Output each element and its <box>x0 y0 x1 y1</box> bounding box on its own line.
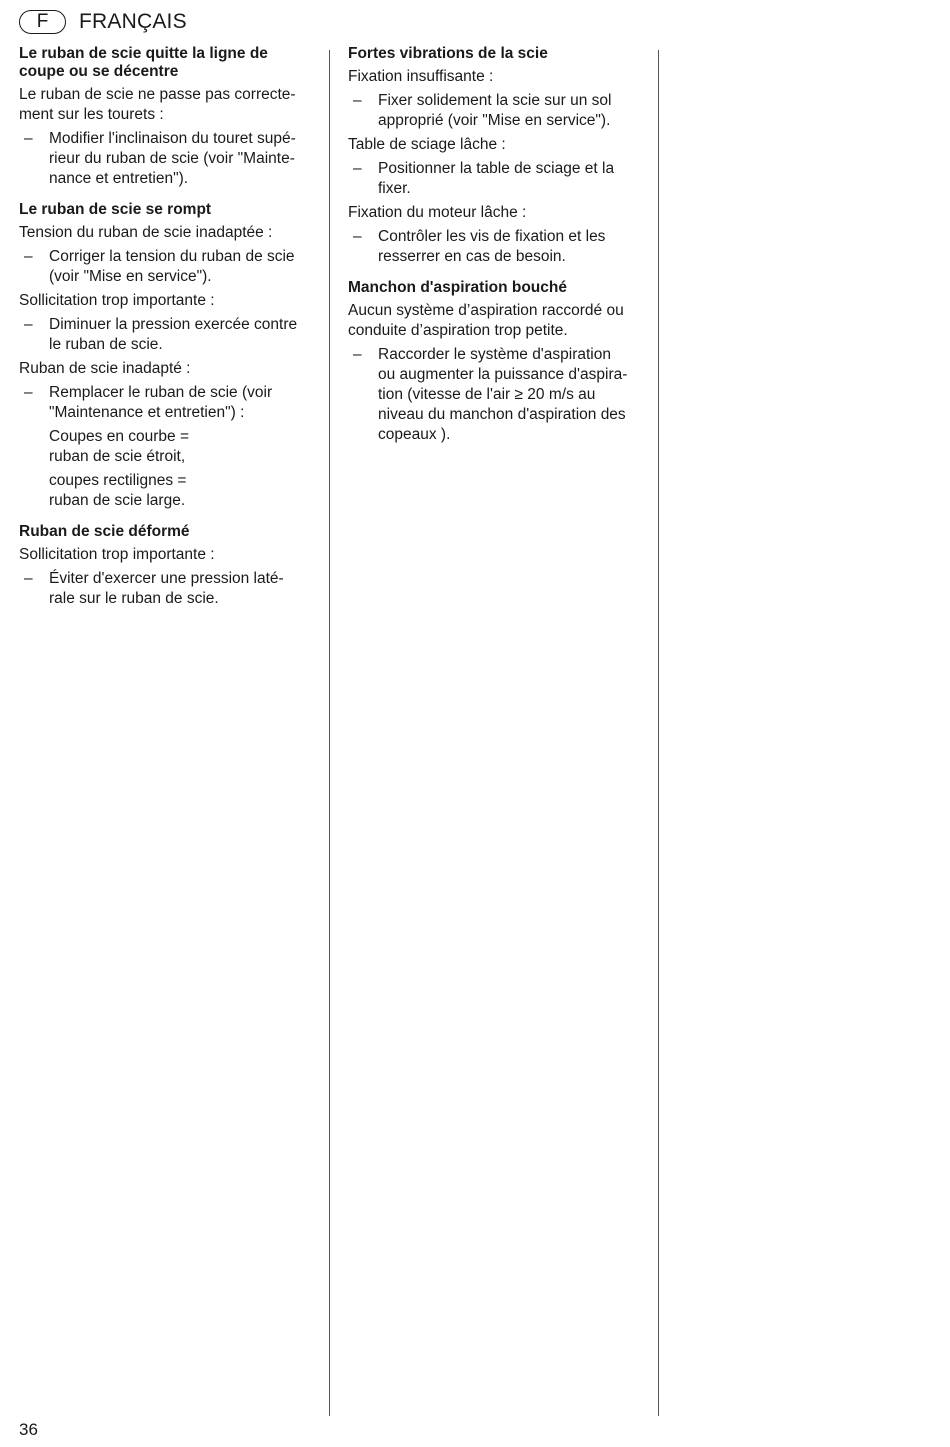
page-header <box>19 8 187 36</box>
remedy-text: Fixer solidement la scie sur un sol approprié (voir "Mise en service"). <box>378 92 612 129</box>
language-badge: F <box>19 10 66 34</box>
remedy-item <box>19 383 311 423</box>
remedy-item <box>19 315 311 355</box>
cause-text: Sollicitation trop importante : <box>19 546 215 563</box>
section-blade-deformed <box>19 523 311 609</box>
cause-text: Le ruban de scie ne passe pas correcte- ment sur les tourets : <box>19 86 296 123</box>
remedy-text: Remplacer le ruban de scie (voir "Maintenance et entretien") : <box>49 384 273 421</box>
remedy-item <box>348 91 644 131</box>
cause-text: Ruban de scie inadapté : <box>19 360 191 377</box>
cause-text: Tension du ruban de scie inadaptée : <box>19 224 273 241</box>
section-title: Le ruban de scie se rompt <box>19 201 212 218</box>
section-suction-blocked <box>348 279 644 445</box>
remedy-text: Positionner la table de sciage et la fixer. <box>378 160 615 197</box>
dash-bullet: – <box>353 92 362 109</box>
remedy-text: Contrôler les vis de fixation et les resserrer en cas de besoin. <box>378 228 606 265</box>
cause-text: Aucun système d’aspiration raccordé ou conduite d’aspiration trop petite. <box>348 302 624 339</box>
column-middle <box>348 45 644 457</box>
remedy-item <box>19 247 311 287</box>
remedy-subtext: coupes rectilignes = ruban de scie large. <box>49 472 187 509</box>
dash-bullet: – <box>353 346 362 363</box>
remedy-item <box>19 129 311 189</box>
section-blade-off-line <box>19 45 311 189</box>
dash-bullet: – <box>353 160 362 177</box>
cause-text: Sollicitation trop importante : <box>19 292 215 309</box>
remedy-subtext: Coupes en courbe = ruban de scie étroit, <box>49 428 190 465</box>
column-divider-left <box>329 50 330 1416</box>
remedy-item <box>348 159 644 199</box>
language-title: FRANÇAIS <box>79 10 187 33</box>
section-strong-vibrations <box>348 45 644 267</box>
remedy-text: Modifier l'inclinaison du touret supé- rieur du ruban de scie (voir "Mainte- nance et entretien"). <box>49 130 296 187</box>
remedy-item <box>19 569 311 609</box>
column-divider-right <box>658 50 659 1416</box>
cause-text: Fixation insuffisante : <box>348 68 494 85</box>
dash-bullet: – <box>24 316 33 333</box>
remedy-text: Diminuer la pression exercée contre le ruban de scie. <box>49 316 298 353</box>
remedy-item <box>348 227 644 267</box>
page-number: 36 <box>19 1420 38 1439</box>
cause-text: Table de sciage lâche : <box>348 136 506 153</box>
dash-bullet: – <box>353 228 362 245</box>
section-title: Fortes vibrations de la scie <box>348 45 548 62</box>
section-title: Le ruban de scie quitte la ligne de coupe ou se décentre <box>19 45 268 80</box>
dash-bullet: – <box>24 384 33 401</box>
section-title: Ruban de scie déformé <box>19 523 190 540</box>
remedy-text: Corriger la tension du ruban de scie (voir "Mise en service"). <box>49 248 295 285</box>
remedy-text: Éviter d'exercer une pression laté- rale sur le ruban de scie. <box>49 570 284 607</box>
dash-bullet: – <box>24 130 33 147</box>
remedy-text: Raccorder le système d'aspiration ou augmenter la puissance d'aspira- tion (vitesse de l'air ≥ 20 m/s au niveau du manchon d'aspiration des copeaux ). <box>378 346 628 443</box>
dash-bullet: – <box>24 248 33 265</box>
column-left <box>19 45 311 621</box>
section-title: Manchon d'aspiration bouché <box>348 279 567 296</box>
section-blade-breaks <box>19 201 311 511</box>
dash-bullet: – <box>24 570 33 587</box>
remedy-item <box>348 345 644 445</box>
cause-text: Fixation du moteur lâche : <box>348 204 527 221</box>
